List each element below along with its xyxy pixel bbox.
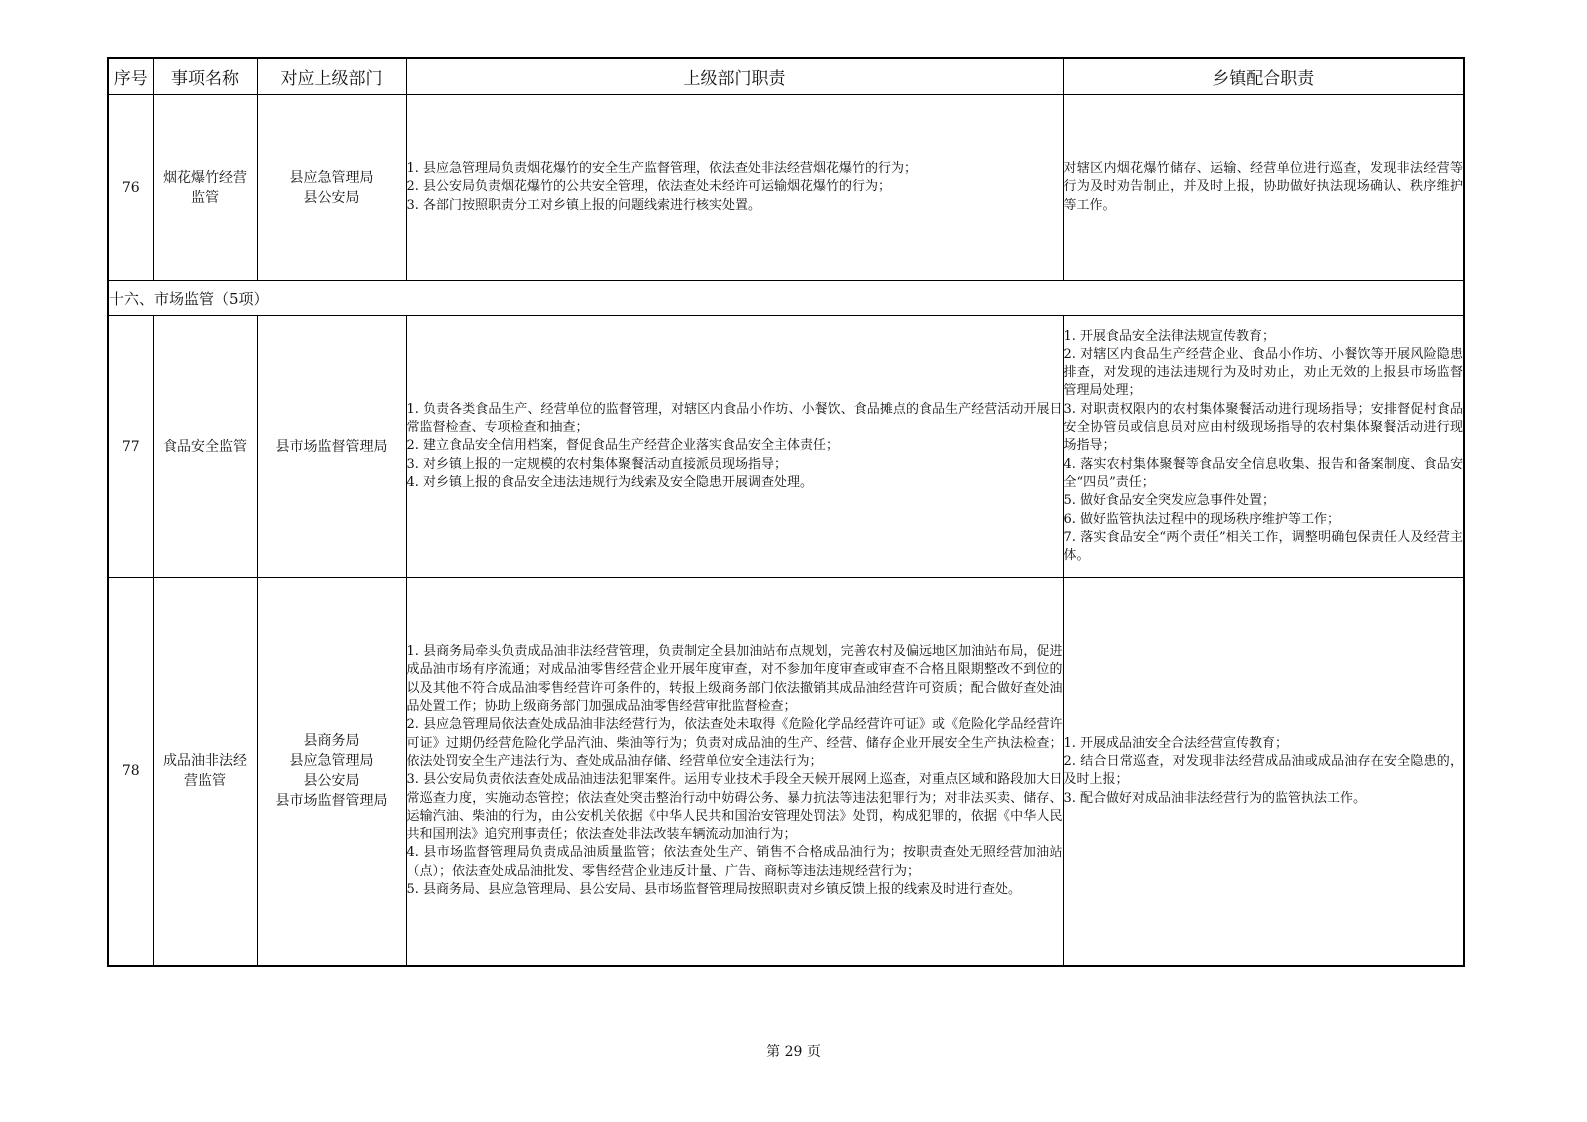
duty-line: 4. 落实农村集体聚餐等食品安全信息收集、报告和备案制度、食品安全“四员”责任；: [1063, 456, 1463, 490]
row-dept: 县商务局 县应急管理局 县公安局 县市场监督管理局: [257, 578, 406, 966]
table-row: [108, 316, 1464, 578]
row-seq: 78: [108, 578, 153, 966]
table-row: [108, 578, 1464, 966]
row-dept: 县市场监督管理局: [257, 316, 406, 578]
duty-line: 对辖区内烟花爆竹储存、运输、经营单位进行巡查，发现非法经营等行为及时劝告制止，并及时上报，协助做好执法现场确认、秩序维护等工作。: [1063, 161, 1463, 213]
duty-line: 2. 县公安局负责烟花爆竹的公共安全管理，依法查处未经许可运输烟花爆竹的行为；: [406, 179, 892, 195]
duty-line: 5. 做好食品安全突发应急事件处置；: [1063, 493, 1276, 509]
row-seq: 76: [108, 95, 153, 281]
row-item: 成品油非法经 营监管: [153, 578, 257, 966]
duty-line: 3. 对职责权限内的农村集体聚餐活动进行现场指导；安排督促村食品安全协管员或信息员对应由村级现场指导的农村集体聚餐活动进行现场指导；: [1063, 401, 1463, 454]
duty-line: 7. 落实食品安全“两个责任”相关工作，调整明确包保责任人及经营主体。: [1063, 529, 1463, 564]
duty-line: 2. 对辖区内食品生产经营企业、食品小作坊、小餐饮等开展风险隐患排查，对发现的违法违规行为及时劝止，劝止无效的上报县市场监督管理局处理；: [1063, 346, 1463, 399]
row-item: 烟花爆竹经营 监管: [153, 95, 257, 281]
row-item: 食品安全监管: [153, 316, 257, 578]
duty-line: 1. 负责各类食品生产、经营单位的监督管理，对辖区内食品小作坊、小餐饮、食品摊点的食品生产经营活动开展日常监督检查、专项检查和抽查；: [406, 401, 1063, 436]
header-seq: 序号: [108, 58, 153, 95]
row-upper-duty: [406, 578, 1063, 966]
header-dept: 对应上级部门: [257, 58, 406, 95]
duty-line: 1. 开展成品油安全合法经营宣传教育；: [1063, 735, 1289, 751]
duty-line: 3. 对乡镇上报的一定规模的农村集体聚餐活动直接派员现场指导；: [406, 456, 788, 472]
section-title: 十六、市场监管（5项）: [108, 281, 1464, 316]
table-header-row: [108, 58, 1464, 95]
row-upper-duty: [406, 316, 1063, 578]
header-item: 事项名称: [153, 58, 257, 95]
row-town-duty: [1063, 578, 1464, 966]
table-row: [108, 95, 1464, 281]
section-row: [108, 281, 1464, 316]
duty-line: 1. 县商务局牵头负责成品油非法经营管理，负责制定全县加油站布点规划，完善农村及偏远地区加油站布局，促进成品油市场有序流通；对成品油零售经营企业开展年度审查，对不参加年度审查或审查不合格且限期整改不到位的以及其他不符合成品油零售经营许可条件的，转报上级商务部门依法撤销其成品油经营许可资质；配合做好查处油品处置工作；协助上级商务部门加强成品油零售经营审批监督检查；: [406, 644, 1063, 715]
duty-line: 6. 做好监管执法过程中的现场秩序维护等工作；: [1063, 511, 1341, 527]
duty-line: 1. 县应急管理局负责烟花爆竹的安全生产监督管理，依法查处非法经营烟花爆竹的行为；: [406, 161, 918, 177]
duty-line: 4. 对乡镇上报的食品安全违法违规行为线索及安全隐患开展调查处理。: [406, 474, 814, 490]
duty-line: 3. 县公安局负责依法查处成品油违法犯罪案件。运用专业技术手段全天候开展网上巡查，对重点区域和路段加大日常巡查力度，实施动态管控；依法查处突击整治行动中妨碍公务、暴力抗法等违法犯罪行为；对非法买卖、储存、运输汽油、柴油的行为，由公安机关依据《中华人民共和国治安管理处罚法》处罚，构成犯罪的，依据《中华人民共和国刑法》追究刑事责任；依法查处非法改装车辆流动加油行为；: [406, 772, 1063, 843]
row-upper-duty: [406, 95, 1063, 281]
duty-line: 4. 县市场监督管理局负责成品油质量监管；依法查处生产、销售不合格成品油行为；按职责查处无照经营加油站（点）；依法查处成品油批发、零售经营企业违反计量、广告、商标等违法违规经营行为；: [406, 845, 1063, 879]
row-seq: 77: [108, 316, 153, 578]
duty-line: 2. 结合日常巡查，对发现非法经营成品油或成品油存在安全隐患的，及时上报；: [1063, 753, 1463, 788]
duty-line: 3. 配合做好对成品油非法经营行为的监管执法工作。: [1063, 790, 1367, 806]
duty-table: [107, 57, 1465, 967]
header-upper-duty: 上级部门职责: [406, 58, 1063, 95]
row-town-duty: [1063, 316, 1464, 578]
row-town-duty: [1063, 95, 1464, 281]
row-dept: 县应急管理局 县公安局: [257, 95, 406, 281]
duty-line: 2. 县应急管理局依法查处成品油非法经营行为，依法查处未取得《危险化学品经营许可证》或《危险化学品经营许可证》过期仍经营危险化学品汽油、柴油等行为；负责对成品油的生产、经营、储存企业开展安全生产执法检查；依法处罚安全生产违法行为、查处成品油存储、经营单位安全违法行为；: [406, 717, 1063, 769]
header-town-duty: 乡镇配合职责: [1063, 58, 1464, 95]
duty-line: 2. 建立食品安全信用档案，督促食品生产经营企业落实食品安全主体责任；: [406, 438, 840, 454]
duty-line: 5. 县商务局、县应急管理局、县公安局、县市场监督管理局按照职责对乡镇反馈上报的线索及时进行查处。: [406, 882, 1022, 898]
page-number: 第 29 页: [766, 1044, 821, 1060]
duty-line: 3. 各部门按照职责分工对乡镇上报的问题线索进行核实处置。: [406, 197, 762, 213]
duty-line: 1. 开展食品安全法律法规宣传教育；: [1063, 328, 1276, 344]
